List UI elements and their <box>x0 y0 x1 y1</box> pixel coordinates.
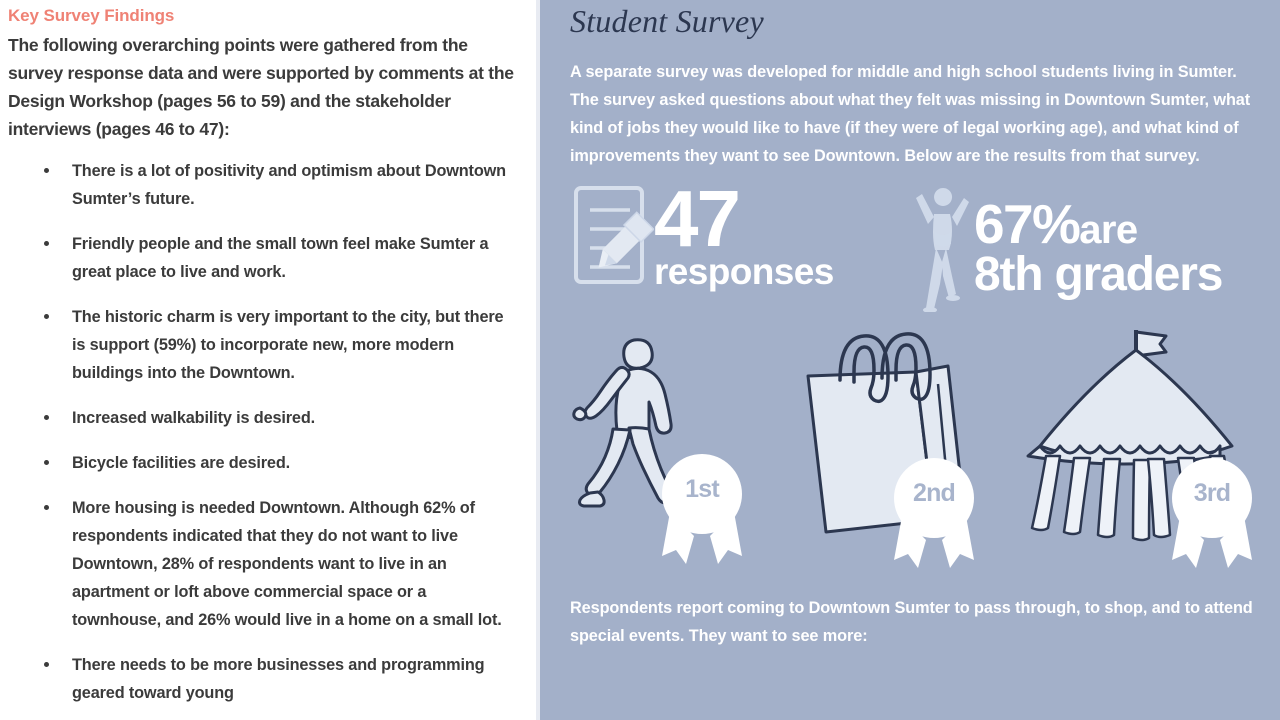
bullet-dot-icon <box>44 314 49 319</box>
rank-badge-label: 1st <box>685 475 719 503</box>
list-item-text: Increased walkability is desired. <box>72 409 316 427</box>
list-item <box>8 651 514 707</box>
stat-percent-value: 67% <box>974 193 1080 256</box>
ranked-items-row <box>570 328 1256 588</box>
list-item <box>8 157 514 213</box>
list-item <box>8 449 514 477</box>
student-survey-title: Student Survey <box>570 3 764 39</box>
ribbon-badge-icon <box>1164 454 1260 570</box>
stat-eighth-graders-text <box>974 193 1223 302</box>
student-survey-panel <box>536 0 1280 720</box>
stat-eighth-graders <box>912 184 1222 312</box>
list-item <box>8 404 514 432</box>
list-item <box>8 494 514 634</box>
bullet-dot-icon <box>44 662 49 667</box>
stat-percent-line <box>974 193 1222 256</box>
ranked-item-event-tent <box>1016 326 1256 576</box>
student-survey-footer: Respondents report coming to Downtown Sumter to pass through, to shop, and to attend special events. They want to see more: <box>570 599 1253 645</box>
ranked-item-shopping <box>798 324 1038 574</box>
stat-grade-label: 8th graders <box>974 248 1223 302</box>
bullet-dot-icon <box>44 168 49 173</box>
key-survey-findings-panel <box>0 0 536 720</box>
list-item <box>8 230 514 286</box>
rank-badge-1st <box>654 450 750 566</box>
rank-badge-label: 3rd <box>1193 479 1231 507</box>
rank-badge-2nd <box>886 454 982 570</box>
stat-responses <box>572 174 834 293</box>
findings-intro-paragraph: The following overarching points were gathered from the survey response data and were supported by comments at the Design Workshop (pages 56 to 59) and the stakeholder interviews (pages 46 to 47): <box>8 35 514 139</box>
bullet-dot-icon <box>44 460 49 465</box>
stat-responses-number: 47 <box>654 174 739 263</box>
list-item-text: There is a lot of positivity and optimism about Downtown Sumter’s future. <box>72 162 506 208</box>
list-item-text: Friendly people and the small town feel make Sumter a great place to live and work. <box>72 235 489 281</box>
rank-badge-label: 2nd <box>912 479 956 507</box>
bullet-dot-icon <box>44 241 49 246</box>
stat-percent-are: are <box>1079 208 1138 253</box>
page-title: Key Survey Findings <box>8 6 175 25</box>
list-item <box>8 303 514 387</box>
bullet-dot-icon <box>44 505 49 510</box>
bullet-dot-icon <box>44 415 49 420</box>
list-item-text: More housing is needed Downtown. Although 62% of respondents indicated that they do not want to live Downtown, 28% of respondents want to live in an apartment or loft above commercial space or a townhouse, and 26% would live in a home on a small lot. <box>72 499 502 629</box>
rank-badge-3rd <box>1164 454 1260 570</box>
student-survey-intro: A separate survey was developed for middle and high school students living in Sumter. The survey asked questions about what they felt was missing in Downtown Sumter, what kind of jobs they would like to have (if they were of legal working age), and what kind of improvements they want to see Downtown. Below are the results from that survey. <box>570 63 1251 165</box>
findings-bullet-list <box>8 157 514 707</box>
ribbon-badge-icon <box>886 454 982 570</box>
survey-stats-row <box>570 174 1256 324</box>
stat-responses-label: responses <box>654 251 834 293</box>
list-item-text: The historic charm is very important to the city, but there is support (59%) to incorporate new, more modern buildings into the Downtown. <box>72 308 504 382</box>
ribbon-badge-icon <box>654 450 750 566</box>
document-pencil-icon <box>572 184 654 288</box>
stat-responses-text <box>654 174 834 293</box>
celebrating-student-icon <box>912 184 974 312</box>
ranked-item-walking <box>572 328 812 578</box>
list-item-text: There needs to be more businesses and programming geared toward young <box>72 656 485 702</box>
list-item-text: Bicycle facilities are desired. <box>72 454 290 472</box>
